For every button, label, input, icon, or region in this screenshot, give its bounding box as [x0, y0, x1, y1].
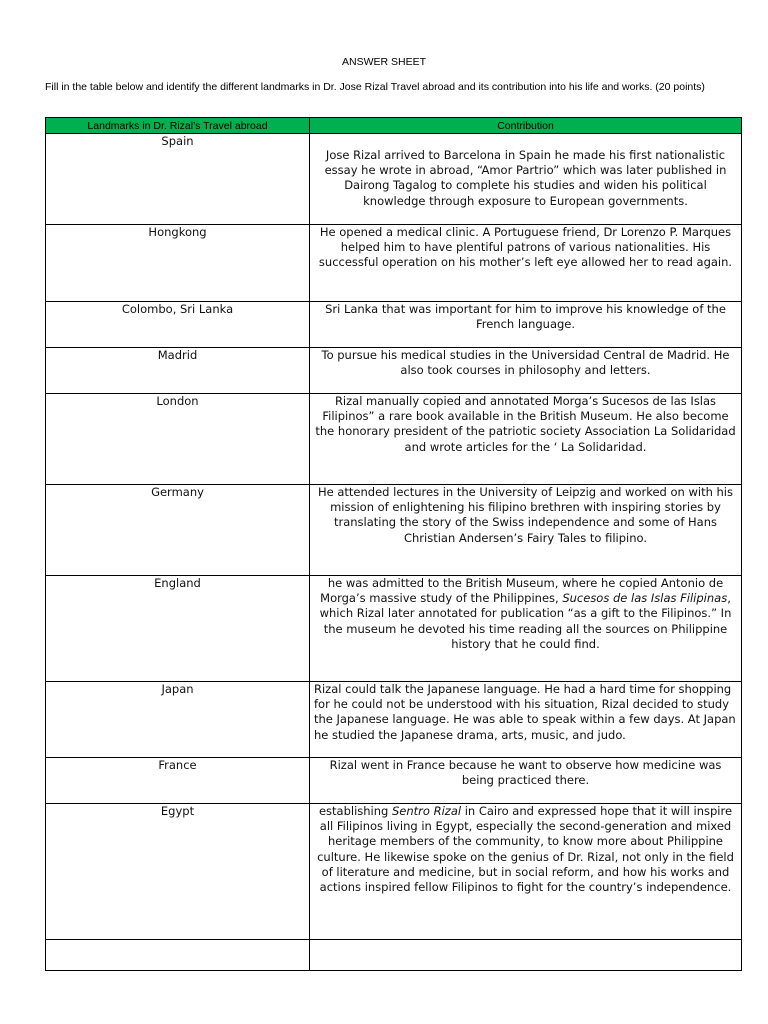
contribution-text: To pursue his medical studies in the Universidad Central de Madrid. He also took courses in philosophy and letters.	[321, 348, 730, 378]
landmark-name: Japan	[161, 682, 194, 696]
table-row	[46, 804, 742, 940]
landmark-cell	[46, 225, 310, 302]
table-row	[46, 134, 742, 225]
landmark-name: Colombo, Sri Lanka	[121, 302, 234, 316]
landmark-cell	[46, 758, 310, 804]
landmark-name: England	[154, 576, 201, 590]
landmark-cell	[46, 940, 310, 971]
landmarks-table	[45, 117, 742, 971]
contribution-text: in Cairo and expressed hope that it will inspire all Filipinos living in Egypt, especially the second-generation and mixed heritage members of the community, to know more about Philippine culture. He likewise spoke on the genius of Dr. Rizal, not only in the field of literature and medicine, but in social reform, and how his works and actions inspired fellow Filipinos to fight for the country’s independence.	[317, 804, 734, 895]
landmark-name: Spain	[161, 134, 194, 148]
contribution-text: he was admitted to the British Museum, where he copied Antonio de Morga’s massive study of the Philippines,	[320, 576, 724, 606]
column-header-landmarks: Landmarks in Dr. Rizal’s Travel abroad	[46, 118, 310, 134]
landmark-name: Egypt	[160, 804, 195, 818]
contribution-cell	[310, 682, 742, 758]
table-row	[46, 485, 742, 576]
table-row	[46, 348, 742, 394]
contribution-cell	[310, 302, 742, 348]
landmark-name: France	[158, 758, 197, 772]
contribution-text: , which Rizal later annotated for publication “as a gift to the Filipinos.” In the museum he devoted his time reading all the sources on Philippine history that he could find.	[319, 591, 732, 651]
landmark-name: Hongkong	[148, 225, 207, 239]
landmark-name: London	[156, 394, 199, 408]
contribution-cell	[310, 758, 742, 804]
table-row	[46, 940, 742, 971]
contribution-text: Jose Rizal arrived to Barcelona in Spain he made his first nationalistic essay he wrote in abroad, “Amor Partrio” which was later published in Dairong Tagalog to complete his studies and widen his political knowledge through exposure to European governments.	[324, 148, 727, 208]
contribution-cell	[310, 394, 742, 485]
landmark-name: Germany	[151, 485, 204, 499]
instructions-text: Fill in the table below and identify the different landmarks in Dr. Jose Rizal Travel abroad and its contribution into his life and works. (20 points)	[45, 81, 705, 93]
contribution-text: He opened a medical clinic. A Portuguese friend, Dr Lorenzo P. Marques helped him to have plentiful patrons of various nationalities. His successful operation on his mother’s left eye allowed her to read again.	[318, 225, 733, 270]
contribution-cell	[310, 348, 742, 394]
landmark-cell	[46, 485, 310, 576]
contribution-cell	[310, 940, 742, 971]
landmark-name: Madrid	[157, 348, 198, 362]
landmark-cell	[46, 134, 310, 225]
table-row	[46, 302, 742, 348]
table-row	[46, 225, 742, 302]
table-row	[46, 682, 742, 758]
contribution-text: Rizal manually copied and annotated Morga’s Sucesos de las Islas Filipinos” a rare book available in the British Museum. He also become the honorary president of the patriotic society Association La Solidaridad and wrote articles for the ‘ La Solidaridad.	[315, 394, 736, 454]
table-row	[46, 576, 742, 682]
contribution-cell	[310, 576, 742, 682]
contribution-text: establishing	[318, 804, 392, 818]
contribution-italic-text: Sentro Rizal	[392, 804, 462, 818]
contribution-text: Rizal went in France because he want to observe how medicine was being practiced there.	[329, 758, 722, 788]
contribution-cell	[310, 485, 742, 576]
landmark-cell	[46, 302, 310, 348]
landmark-cell	[46, 804, 310, 940]
landmark-cell	[46, 348, 310, 394]
table-row	[46, 758, 742, 804]
table-header-row	[46, 118, 742, 134]
contribution-text: Rizal could talk the Japanese language. He had a hard time for shopping for he could not be understood with his situation, Rizal decided to study the Japanese language. He was able to speak within a few days. At Japan he studied the Japanese drama, arts, music, and judo.	[314, 682, 736, 742]
landmark-cell	[46, 682, 310, 758]
page-title: ANSWER SHEET	[341, 56, 426, 68]
contribution-text: Sri Lanka that was important for him to improve his knowledge of the French language.	[325, 302, 726, 332]
table-row	[46, 394, 742, 485]
table-body	[46, 134, 742, 971]
landmark-cell	[46, 576, 310, 682]
contribution-cell	[310, 134, 742, 225]
contribution-italic-text: Sucesos de las Islas Filipinas	[562, 591, 728, 606]
contribution-cell	[310, 225, 742, 302]
contribution-text: He attended lectures in the University of Leipzig and worked on with his mission of enlightening his filipino brethren with inspiring stories by translating the story of the Swiss independence and some of Hans Christian Andersen’s Fairy Tales to filipino.	[317, 485, 733, 545]
contribution-cell	[310, 804, 742, 940]
landmark-cell	[46, 394, 310, 485]
column-header-contribution: Contribution	[310, 118, 742, 134]
